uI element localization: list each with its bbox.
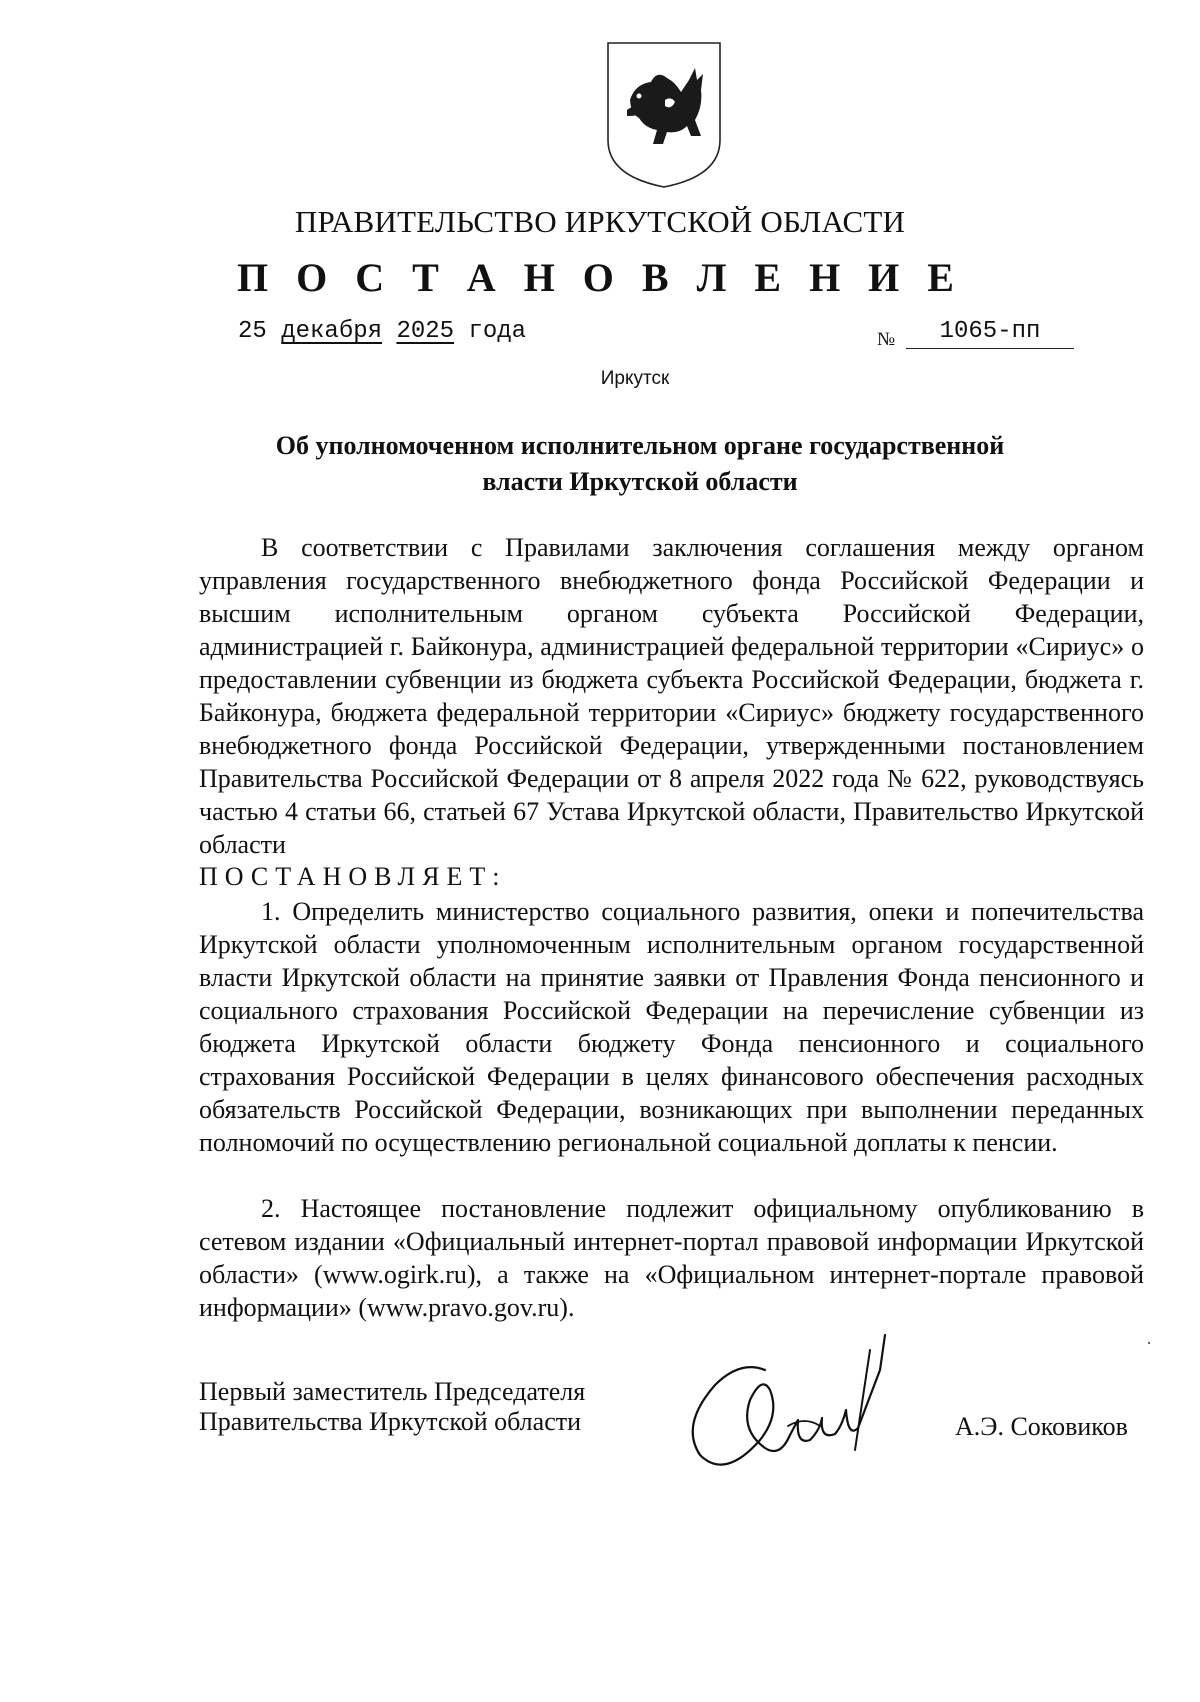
subject-line-2: власти Иркутской области: [482, 467, 798, 496]
document-type: П О С Т А Н О В Л Е Н И Е: [237, 255, 963, 300]
position-line-1: Первый заместитель Председателя: [199, 1377, 586, 1406]
date-suffix: года: [468, 318, 527, 345]
city: Иркутск: [600, 368, 670, 389]
date-month: декабря: [281, 318, 383, 345]
document-subject: [200, 428, 1080, 500]
document-number: 1065-пп: [906, 318, 1074, 349]
signatory-name: А.Э. Соковиков: [955, 1412, 1128, 1441]
government-title: ПРАВИТЕЛЬСТВО ИРКУТСКОЙ ОБЛАСТИ: [294, 204, 906, 239]
irkutsk-coat-of-arms-icon: [605, 40, 723, 190]
signatory-position: [199, 1377, 585, 1437]
item-1-text: 1. Определить министерство социального развития, опеки и попечительства Иркутской области уполномоченным исполнительным органом государственной власти Иркутской области на принятие заявки от Правления Фонда пенсионного и социального страхования Российской Федерации на перечисление субвенции из бюджета Иркутской области бюджету Фонда пенсионного и социального страхования Российской Федерации в целях финансового обеспечения расходных обязательств Российской Федерации, возникающих при выполнении переданных полномочий по осуществлению региональной социальной доплаты к пенсии.: [199, 897, 1144, 1157]
scan-speck: [1148, 1342, 1150, 1344]
date-day: 25: [238, 318, 267, 345]
item-1-paragraph: [199, 895, 1144, 1159]
item-2-text: 2. Настоящее постановление подлежит официальному опубликованию в сетевом издании «Официальный интернет-портал правовой информации Иркутской области» (www.ogirk.ru), а также на «Официальном интернет-портале правовой информации» (www.pravo.gov.ru).: [199, 1194, 1144, 1322]
document-date: [238, 318, 526, 345]
resolves-heading: ПОСТАНОВЛЯЕТ:: [199, 862, 507, 891]
preamble-paragraph: [199, 531, 1144, 861]
item-2-paragraph: [199, 1192, 1144, 1324]
position-line-2: Правительства Иркутской области: [199, 1407, 582, 1436]
number-sign: №: [877, 329, 896, 350]
handwritten-signature-icon: [670, 1330, 910, 1480]
date-year: 2025: [396, 318, 455, 345]
subject-line-1: Об уполномоченном исполнительном органе государственной: [275, 431, 1005, 460]
preamble-text: В соответствии с Правилами заключения соглашения между органом управления государственного внебюджетного фонда Российской Федерации и высшим исполнительным органом субъекта Российской Федерации, администрацией г. Байконура, администрацией федеральной территории «Сириус» о предоставлении субвенции из бюджета субъекта Российской Федерации, бюджета г. Байконура, бюджета федеральной территории «Сириус» бюджету государственного внебюджетного фонда Российской Федерации, утвержденными постановлением Правительства Российской Федерации от 8 апреля 2022 года № 622, руководствуясь частью 4 статьи 66, статьей 67 Устава Иркутской области, Правительство Иркутской области: [199, 533, 1144, 859]
